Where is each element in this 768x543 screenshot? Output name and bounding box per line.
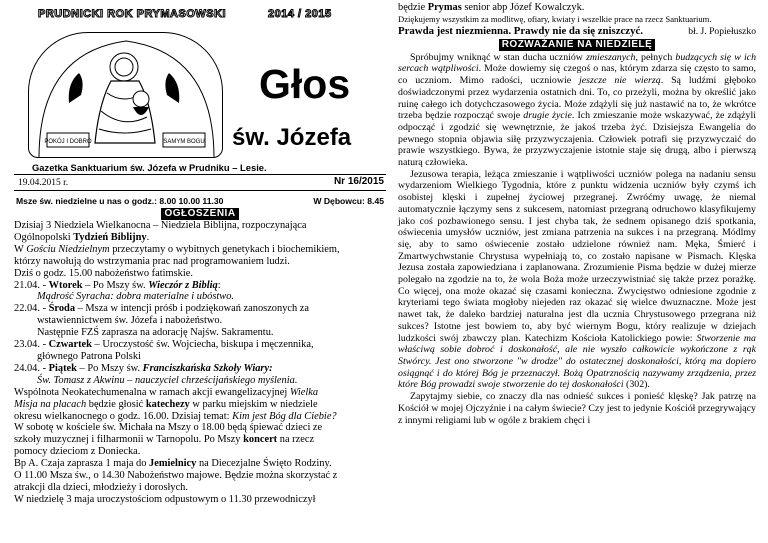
announcement-continuation: będzie Prymas senior abp Józef Kowalczyk. — [398, 2, 585, 13]
announcement-line: W sobotę w kościele św. Michała na Mszy o 18.00 będą śpiewać dzieci ze — [14, 422, 323, 434]
reflection-body — [398, 52, 756, 427]
announcements-heading-wrap — [14, 208, 386, 220]
header-strip — [14, 6, 386, 22]
announcement-line: W Gościu Niedzielnym przeczytamy o wybitnych genetykach i biochemikiem, — [14, 243, 340, 255]
emblem-left-label: POKÓJ I DOBRO — [44, 139, 92, 145]
announcement-line: okresu wielkanocnego o godz. 16.00. Dzisiaj temat: Kim jest Bóg dla Ciebie? — [14, 410, 337, 422]
announcement-line: którzy nawołują do wstrzymania prac nad programowaniem ludzi. — [14, 255, 290, 267]
announcement-line: 21.04. - Wtorek – Po Mszy św. Wieczór z Biblią: — [14, 279, 221, 291]
announcement-line: Ogólnopolski Tydzień Biblijny. — [14, 231, 150, 243]
divider — [14, 174, 386, 175]
announcement-line: Następnie FZŚ zaprasza na adorację Najśw. Sakramentu. — [37, 327, 274, 339]
year-title: PRUDNICKI ROK PRYMASOWSKI — [38, 8, 227, 20]
announcement-line: pomocy dzieciom z Doniecka. — [14, 446, 141, 458]
reflection-paragraph: Spróbujmy wniknąć w stan ducha uczniów zmieszanych, pełnych budzących się w ich sercach wątpliwości. Może dowiemy się czegoś o nas, którym zdarza się często to samo, co uczniom. Mimo radości, uczniowie jeszcze nie wierzą. Są ludźmi głęboko doświadczonymi przez wydarzenia ostatnich dni. To, co przeżyli, można by określić jako ruinę całego ich dotychczasowego życia. Może zdążyli się już nastawić na to, że wkrótce trzeba będzie rozpocząć swoje drugie życie. Ich zmieszanie może wskazywać, że zdążyli odpocząć i zgodzić się wewnętrznie, że jakoś trzeba żyć. Dzisiejsza Ewangelia do pewnego stopnia objawia siłę przyzwyczajenia. Człowiek potrafi się przyzwyczaić do prawie wszystkiego. Bywa, że przyzwyczajenie istotnie staje się drugą, albo i pierwszą naturą człowieka. — [398, 51, 757, 169]
quote — [398, 25, 756, 38]
masthead-title: Głos — [259, 61, 351, 107]
announcement-line: Dzisiaj 3 Niedziela Wielkanocna – Niedziela Biblijna, rozpoczynająca — [14, 220, 307, 231]
announcement-line: Św. Tomasz z Akwinu – nauczyciel chrześcijańskiego myślenia. — [37, 374, 298, 386]
announcement-line: Bp A. Czaja zaprasza 1 maja do Jemielnicy na Diecezjalne Święto Rodziny. — [14, 458, 332, 470]
announcement-line: Wspólnota Neokatechumenalna w ramach akcji ewangelizacyjnej Wielka — [14, 386, 319, 398]
sanctuary-emblem — [28, 32, 223, 158]
announcement-line: Misja na placach będzie głosić katechezy w parku miejskim w niedziele — [14, 398, 318, 410]
mass-times-debowiec: W Dębowcu: 8.45 — [313, 196, 384, 206]
emblem-illustration — [29, 33, 223, 158]
issue-number: Nr 16/2015 — [333, 176, 384, 187]
emblem-right-label: SAMYM BOGU — [163, 139, 205, 145]
masthead-subtitle: św. Józefa — [232, 124, 352, 151]
divider — [14, 190, 386, 191]
announcement-line: 24.04. - Piątek – Po Mszy św. Franciszkańska Szkoły Wiary: — [14, 362, 273, 374]
right-column — [398, 2, 756, 426]
reflection-paragraph: Jezusowa terapia, leżąca zmieszanie i wątpliwości uczniów polega na nadaniu sensu wydarzeniom Wielkiego Tygodnia, które z punktu widzenia uczniów były czymś ich osobistej klęski i zupełnej życiowej przegranej. Zwróćmy uwagę, że niemal automatycznie łączymy sens z sukcesem, natomiast przegraną odruchowo klasyfikujemy jako coś pozbawionego sensu. I jest chyba tak, że sednem opisanego dziś spotkania, oświecenia umysłów uczniów, jest zmiana patrzenia na sukces i na przegraną. Módlmy się, aby to samo oświecenie zostało udzielone również nam. Męka, Śmierć i Zmartwychwstanie Chrystusa wypełniają to, co zostało napisane w Pismach. Klęska Jezusa została zapowiedziana i zaplanowana. Zrozumienie Pisma będzie w dużej mierze polegało na zgodzie na to, że wola Boża może urzeczywistniać się także przez porażkę. Co więcej, ona może okazać się czasami konieczna. Zwycięstwo odniesione zgodnie z kryteriami tego świata mogłoby niejeden raz okazać się wielce dwuznaczne. Może jest nawet tak, że daleko bardziej naturalna jest dla ucznia Chrystusowego przegrana niż sukces? Istotne jest bowiem to, aby być wiernym Bogu, który realizuje w dziejach ludzkości swój zbawczy plan. Katechizm Kościoła Katolickiego powie: Stworzenie ma właściwą sobie dobroć i doskonałość, ale nie wyszło całkowicie wykończone z rąk Stwórcy. Jest ono stworzone "w drodze" do ostatecznej doskonałości, którą ma dopiero osiągnąć i do której Bóg je przeznaczył. Bożą Opatrznością nazywamy zrządzenia, przez które Bóg prowadzi swoje stworzenie do tej doskonałości (302). — [398, 168, 756, 391]
announcement-line: atrakcji dla dzieci, młodzieży i dorosłych. — [14, 481, 188, 493]
reflection-heading-wrap — [398, 39, 756, 51]
reflection-paragraph: Zapytajmy siebie, co znaczy dla nas odnieść sukces i ponieść klęskę? Jak patrzę na Kościół w mojej Ojczyźnie i na całym świecie? Czy jest to jedynie Kościół przegrywający z innymi religiami lub w ogóle z brakiem chęci i — [398, 391, 756, 426]
thanks-note: Dziękujemy wszystkim za modlitwę, ofiary, kwiaty i wszelkie prace na rzecz Sanktuarium. — [398, 13, 712, 24]
mass-times: Msze św. niedzielne u nas o godz.: 8.00 10.00 11.30 — [16, 196, 224, 206]
announcement-line: 23.04. - Czwartek – Uroczystość św. Wojciecha, biskupa i męczennika, — [14, 339, 314, 351]
announcement-line: 22.04. - Środa – Msza w intencji próśb i podziękowań zanoszonych za — [14, 303, 310, 315]
announcements-heading: OGŁOSZENIA — [161, 208, 238, 220]
announcement-line: O 11.00 Msza św., o 14.30 Nabożeństwo majowe. Będzie można skorzystać z — [14, 470, 338, 482]
announcement-line: Dziś o godz. 15.00 nabożeństwo fatimskie. — [14, 267, 193, 279]
announcements-body — [14, 220, 386, 506]
reflection-heading: ROZWAŻANIE NA NIEDZIELĘ — [499, 39, 656, 51]
announcement-line: szkoły muzycznej i filharmonii w Tarnopolu. Po Mszy koncert na rzecz — [14, 434, 315, 446]
announcement-line: głównego Patrona Polski — [37, 350, 141, 362]
announcement-line: wstawiennictwem św. Józefa i nabożeństwo. — [37, 315, 223, 327]
announcement-line: Mądrość Syracha: dobra materialne i ubóstwo. — [37, 291, 235, 303]
gazette-subtitle: Gazetka Sanktuarium św. Józefa w Prudniku – Lesie. — [32, 162, 267, 173]
announcement-line: W niedzielę 3 maja uroczystościom odpustowym o 11.30 przewodniczył — [14, 493, 316, 505]
quote-author: bł. J. Popiełuszko — [688, 25, 756, 37]
issue-date: 19.04.2015 r. — [18, 178, 69, 188]
left-column — [14, 6, 386, 505]
quote-text: Prawda jest niezmienna. Prawdy nie da się zniszczyć. — [398, 24, 643, 37]
year-range: 2014 / 2015 — [268, 8, 332, 20]
